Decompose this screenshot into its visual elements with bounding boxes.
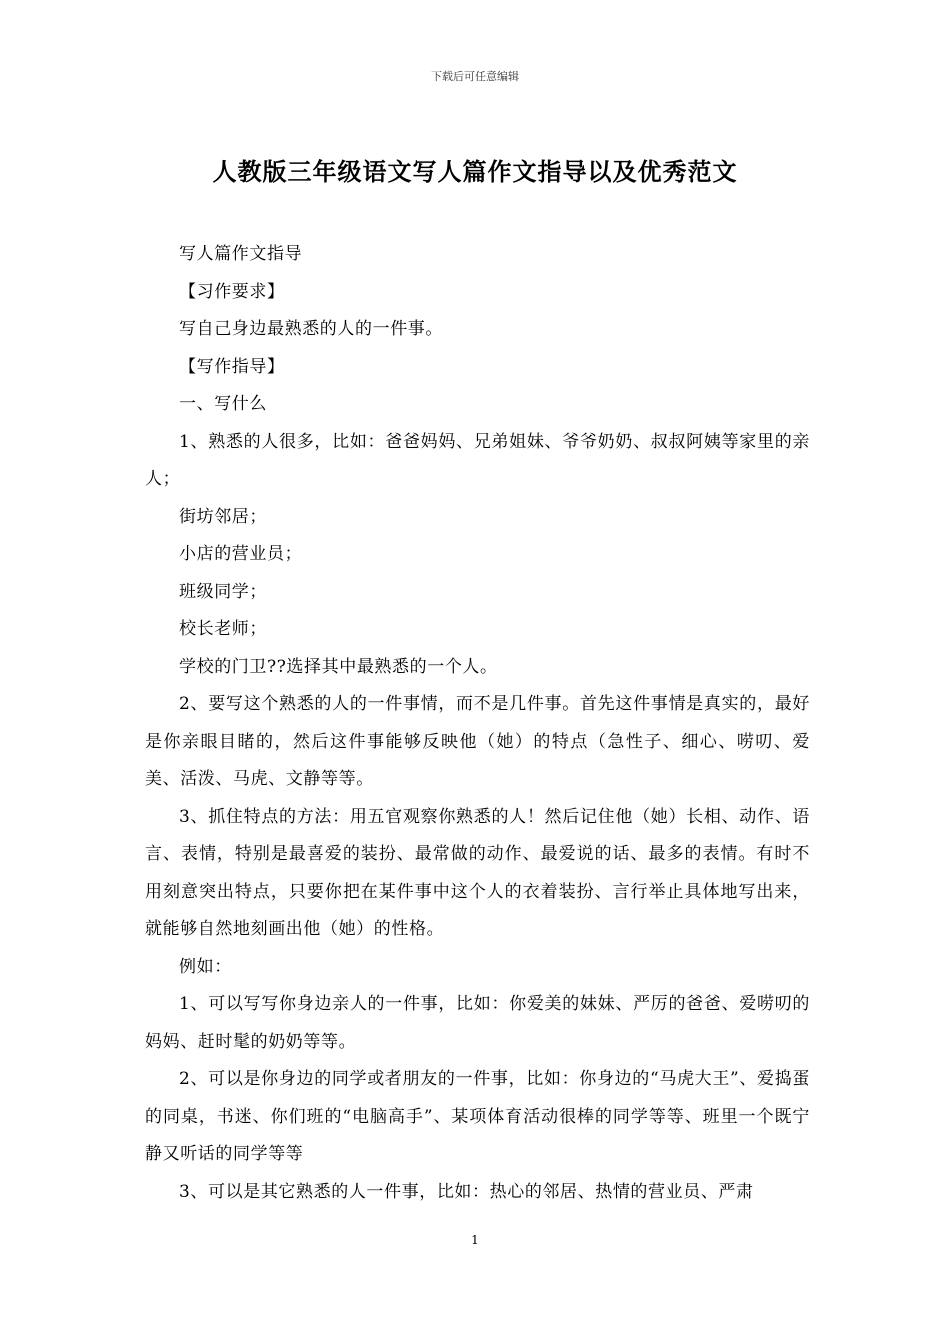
- paragraph: 3、抓住特点的方法：用五官观察你熟悉的人！然后记住他（她）长相、动作、语言、表情，特别是最喜爱的装扮、最常做的动作、最爱说的话、最多的表情。有时不用刻意突出特点，只要你把在某件事中这个人的衣着装扮、言行举止具体地写出来，就能够自然地刻画出他（她）的性格。: [145, 806, 810, 939]
- paragraph: 1、熟悉的人很多，比如：爸爸妈妈、兄弟姐妹、爷爷奶奶、叔叔阿姨等家里的亲人；: [145, 431, 810, 489]
- paragraph: 班级同学；: [179, 581, 267, 602]
- paragraph: 1、可以写写你身边亲人的一件事，比如：你爱美的妹妹、严厉的爸爸、爱唠叨的妈妈、赶时髦的奶奶等等。: [145, 994, 810, 1052]
- paragraph: 3、可以是其它熟悉的人一件事，比如：热心的邻居、热情的营业员、严肃: [179, 1181, 754, 1202]
- paragraph: 小店的营业员；: [179, 544, 303, 564]
- paragraph: 【写作指导】: [179, 356, 285, 377]
- paragraph: 2、可以是你身边的同学或者朋友的一件事，比如：你身边的“马虎大王”、爱捣蛋的同桌，书迷、你们班的“电脑高手”、某项体育活动很棒的同学等等、班里一个既宁静又听话的同学等等: [145, 1069, 810, 1164]
- paragraph: 学校的门卫??选择其中最熟悉的一个人。: [179, 656, 498, 677]
- paragraph: 街坊邻居；: [179, 506, 267, 527]
- paragraph: 写自己身边最熟悉的人的一件事。: [179, 319, 443, 339]
- page-header: 下载后可任意编辑: [431, 70, 519, 83]
- page-number: 1: [471, 1233, 479, 1247]
- paragraph: 校长老师；: [179, 619, 267, 639]
- paragraph: 2、要写这个熟悉的人的一件事情，而不是几件事。首先这件事情是真实的，最好是你亲眼目睹的，然后这件事能够反映他（她）的特点（急性子、细心、唠叨、爱美、活泼、马虎、文静等等。: [145, 694, 810, 789]
- paragraph: 一、写什么: [179, 394, 267, 414]
- paragraph: 例如：: [179, 956, 232, 977]
- paragraph: 写人篇作文指导: [179, 244, 303, 264]
- document-body: [145, 236, 810, 1211]
- document-title: 人教版三年级语文写人篇作文指导以及优秀范文: [212, 157, 738, 186]
- paragraph: 【习作要求】: [179, 281, 285, 302]
